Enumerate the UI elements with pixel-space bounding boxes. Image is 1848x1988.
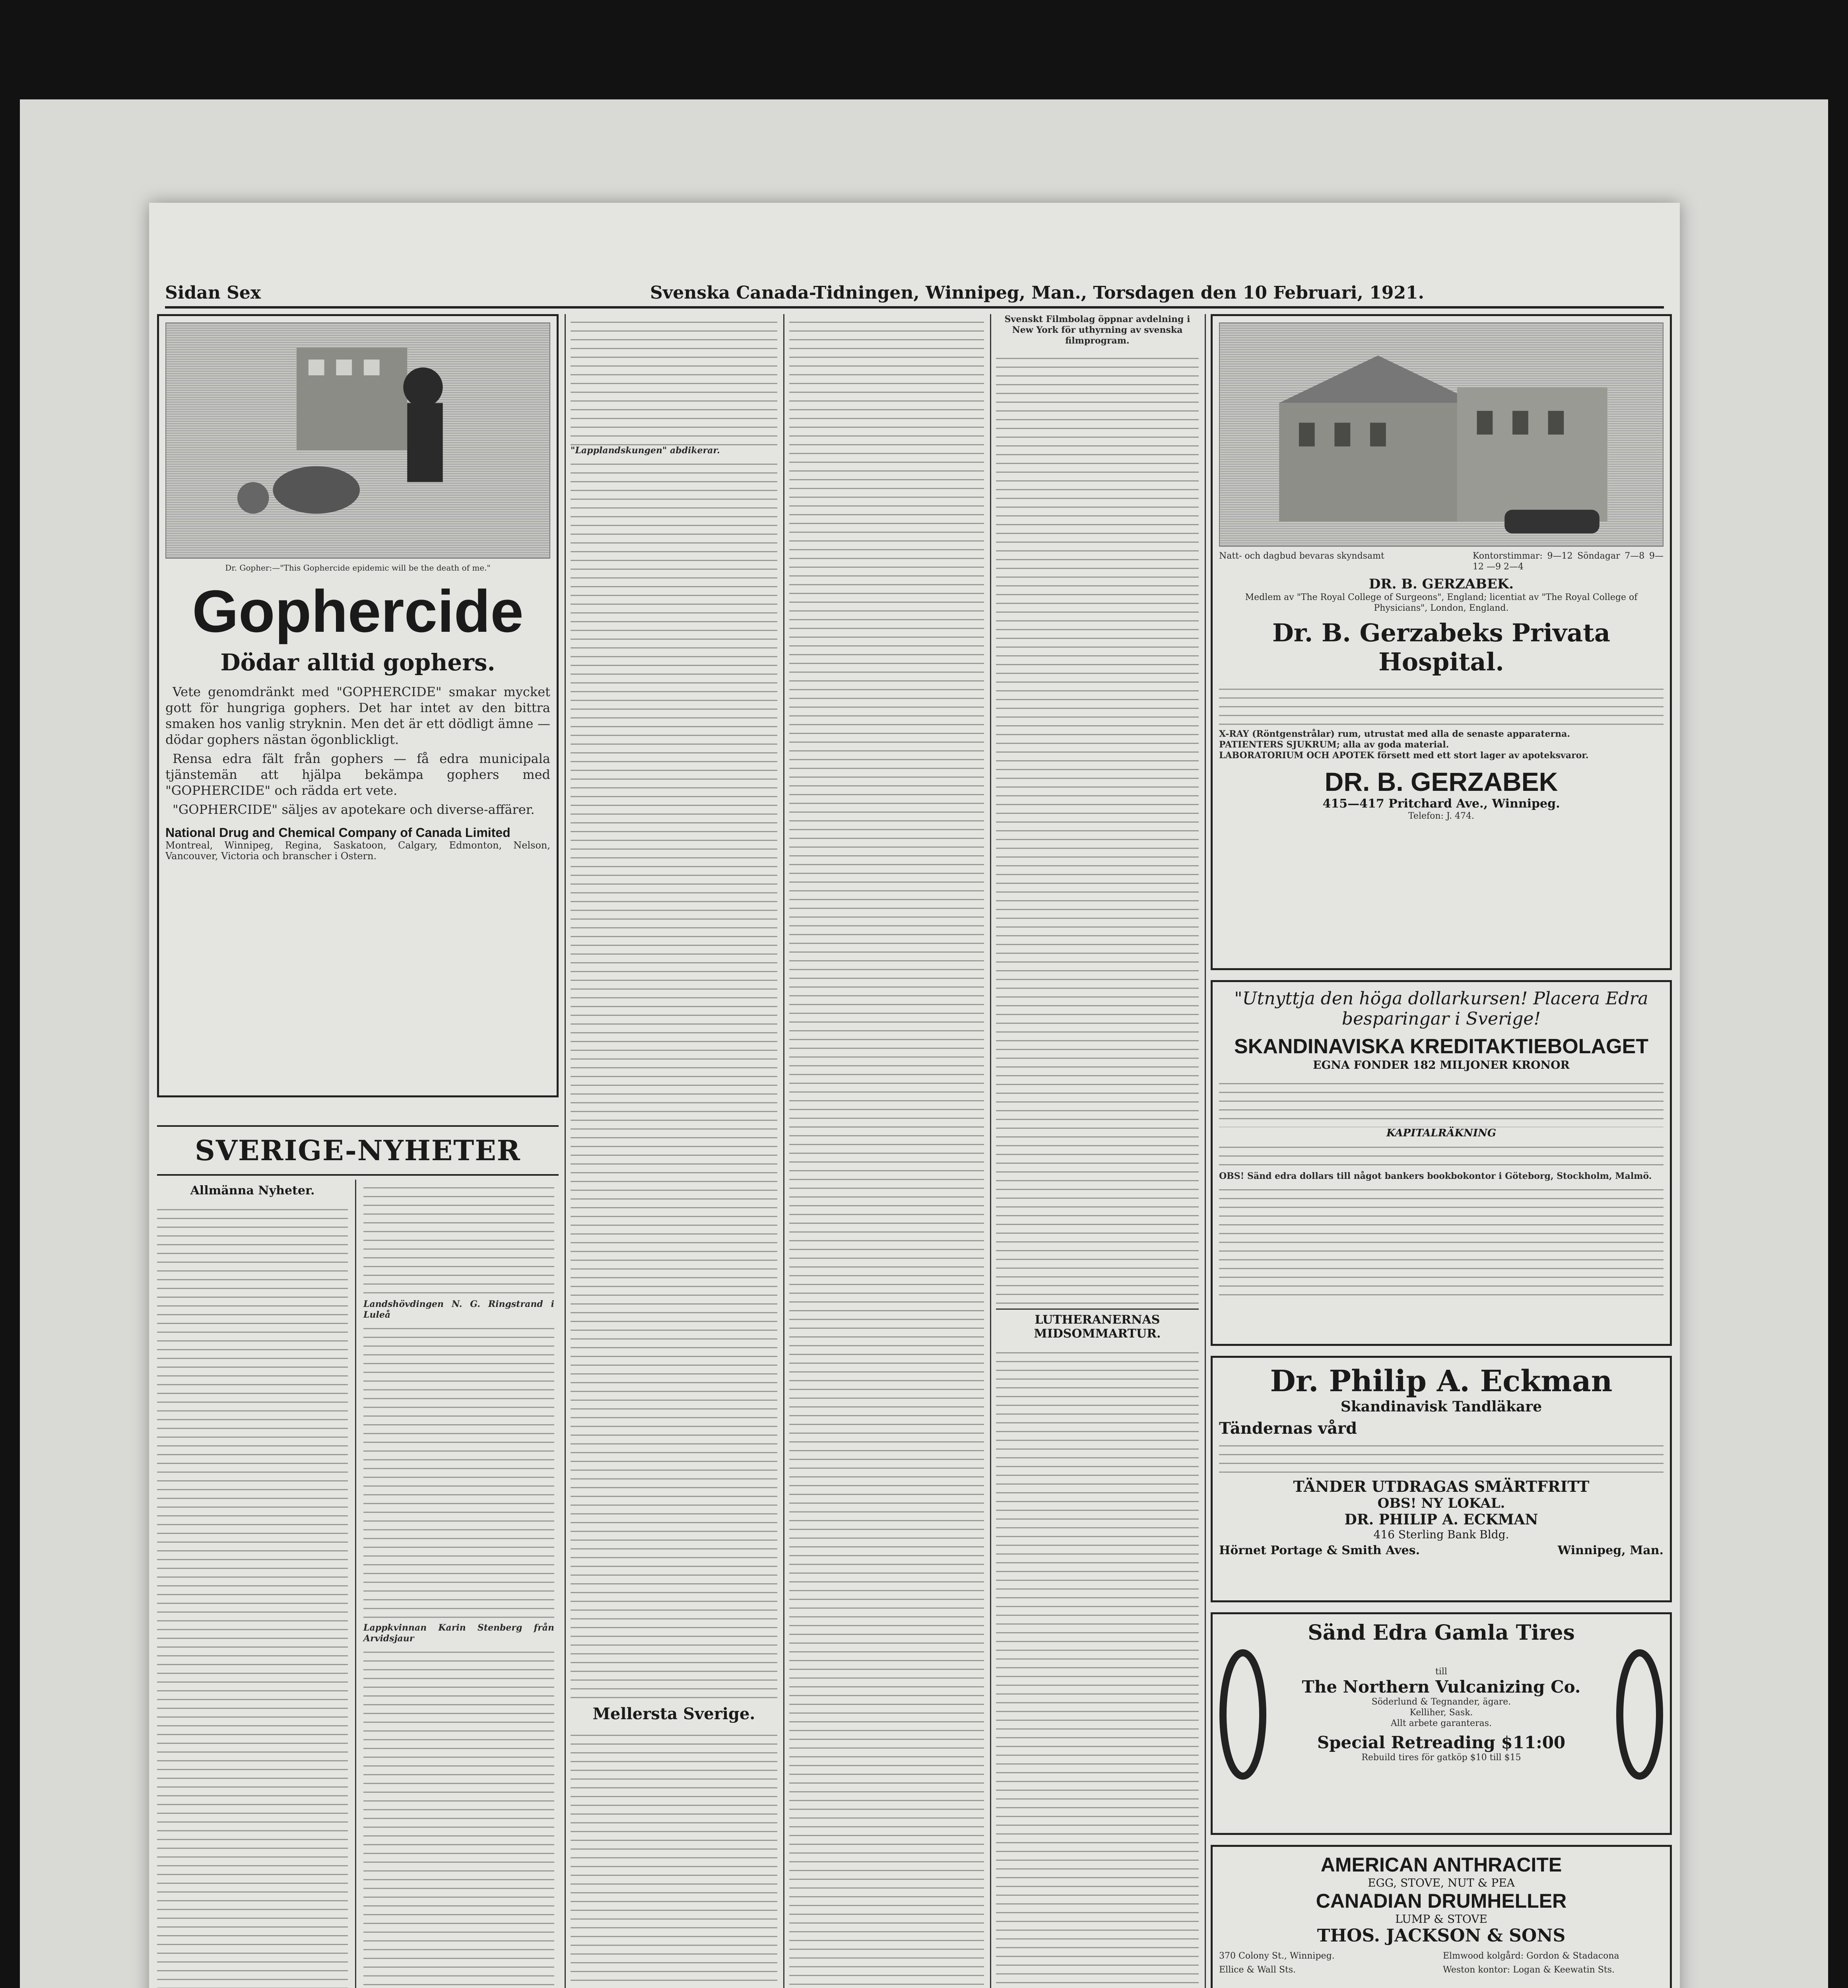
column-5 <box>996 314 1199 1988</box>
news-subhead-1: Allmänna Nyheter. <box>190 1184 315 1198</box>
tires-guarantee: Allt arbete garanteras. <box>1390 1718 1492 1728</box>
masthead <box>165 282 1664 309</box>
coal-line-4: LUMP & STOVE <box>1395 1912 1487 1926</box>
bank-note: OBS! Sänd edra dollars till något bankers bookbokontor i Göteborg, Stockholm, Malmö. <box>1219 1171 1652 1181</box>
hospital-ad <box>1211 314 1672 970</box>
office-hours: Kontorstimmar: 9—12 Söndagar 7—8 9—12 —9 2—4 <box>1473 551 1664 572</box>
hospital-phone: Telefon: J. 474. <box>1408 811 1475 821</box>
page-number: Sidan Sex <box>165 283 261 303</box>
doctor-name: DR. B. GERZABEK. <box>1369 576 1514 592</box>
bank-name: SKANDINAVISKA KREDITAKTIEBOLAGET <box>1234 1035 1648 1058</box>
coal-yard-4: Weston kontor: Logan & Keewatin Sts. <box>1443 1965 1615 1975</box>
tires-company: The Northern Vulcanizing Co. <box>1302 1677 1581 1697</box>
coal-line-1: AMERICAN ANTHRACITE <box>1320 1854 1562 1876</box>
column-rule <box>990 314 991 1988</box>
dentist-name: Dr. Philip A. Eckman <box>1270 1364 1613 1398</box>
dentist-line: Tändernas vård <box>1219 1419 1357 1438</box>
article-text-3 <box>571 1727 777 1988</box>
tires-to: till <box>1435 1666 1447 1677</box>
column-rule <box>783 314 784 1988</box>
ad-body-2: Rensa edra fält från gophers — få edra municipala tjänstemän att hjälpa bekämpa gophers med "GOPHERCIDE" och rädda ert vete. <box>165 751 550 798</box>
doctor-credentials: Medlem av "The Royal College of Surgeons", England; licentiat av "The Royal College of Physicians", London, England. <box>1245 592 1638 613</box>
company-name: National Drug and Chemical Company of Canada Limited <box>165 825 511 840</box>
coal-yard-2: Elmwood kolgård: Gordon & Stadacona <box>1443 1951 1619 1961</box>
dentist-text <box>1219 1438 1664 1477</box>
coal-ad <box>1211 1845 1672 1988</box>
tires-rebuild: Rebuild tires för gatköp $10 till $15 <box>1361 1752 1521 1763</box>
bank-branches <box>1219 1182 1664 1301</box>
dentist-sub: Skandinavisk Tandläkare <box>1340 1398 1542 1415</box>
dentist-address: 416 Sterling Bank Bldg. <box>1373 1528 1509 1541</box>
coal-company: THOS. JACKSON & SONS <box>1317 1926 1566 1946</box>
news-banner <box>157 1125 559 1176</box>
coal-yard-3: Ellice & Wall Sts. <box>1219 1965 1296 1975</box>
news-subhead-3: Mellersta Sverige. <box>592 1705 755 1723</box>
film-article-head: Svenskt Filmbolag öppnar avdelning i New York för uthyrning av svenska filmprogram. <box>1004 314 1190 346</box>
news-text-left <box>157 1202 348 1988</box>
service-note: Natt- och dagbud bevaras skyndsamt <box>1219 551 1384 561</box>
ad-body-3: "GOPHERCIDE" säljes av apotekare och diverse-affärer. <box>173 802 535 817</box>
dentist-corner: Hörnet Portage & Smith Aves. <box>1219 1543 1420 1557</box>
column-1 <box>157 314 559 1988</box>
tire-icon <box>1616 1649 1664 1780</box>
tires-special: Special Retreading $11:00 <box>1317 1732 1566 1752</box>
article-text-4 <box>789 314 984 1988</box>
hospital-title: Dr. B. Gerzabeks Privata Hospital. <box>1272 618 1611 676</box>
building-icon <box>1220 323 1663 546</box>
dentist-signature: DR. PHILIP A. ECKMAN <box>1344 1511 1538 1528</box>
column-rule <box>1205 314 1206 1988</box>
news-text-right-1 <box>363 1180 554 1299</box>
brand-name: Gophercide <box>192 578 524 645</box>
dentist-ad <box>1211 1356 1672 1602</box>
film-article-text <box>996 350 1199 1305</box>
article-text-2 <box>571 456 777 1701</box>
article-italic-head: "Lapplandskungen" abdikerar. <box>571 445 720 456</box>
bank-ad <box>1211 980 1672 1346</box>
news-italic-head: Landshövdingen N. G. Ringstrand i Luleå <box>363 1299 554 1320</box>
news-text-right-3 <box>363 1644 554 1988</box>
company-cities: Montreal, Winnipeg, Regina, Saskatoon, Calgary, Edmonton, Nelson, Vancouver, Victoria och branscher i Ostern. <box>165 840 550 862</box>
luth-article-head: LUTHERANERNAS MIDSOMMARTUR. <box>996 1309 1199 1341</box>
bank-intro: "Utnyttja den höga dollarkursen! Placera Edra besparingar i Sverige! <box>1234 988 1648 1029</box>
column-ads <box>1211 314 1672 1988</box>
gophercide-ad <box>157 314 559 1097</box>
dentist-city: Winnipeg, Man. <box>1557 1543 1664 1557</box>
coal-line-3: CANADIAN DRUMHELLER <box>1316 1890 1567 1912</box>
dentist-special: TÄNDER UTDRAGAS SMÄRTFRITT <box>1293 1477 1590 1495</box>
hospital-address: 415—417 Pritchard Ave., Winnipeg. <box>1322 797 1560 811</box>
bank-text-2 <box>1219 1139 1664 1171</box>
xray-line: X-RAY (Röntgenstrålar) rum, utrustat med alla de senaste apparaterna. <box>1219 729 1570 739</box>
masthead-title: Svenska Canada-Tidningen, Winnipeg, Man., Torsdagen den 10 Februari, 1921. <box>650 283 1424 303</box>
tires-owners: Söderlund & Tegnander, ägare. <box>1371 1697 1511 1707</box>
column-4 <box>789 314 984 1988</box>
tires-town: Kelliher, Sask. <box>1409 1707 1473 1718</box>
section-title: SVERIGE-NYHETER <box>195 1134 521 1167</box>
ad-body-1: Vete genomdränkt med "GOPHERCIDE" smakar mycket gott för hungriga gophers. Det har intet av den bittra smaken hos vanlig stryknin. Men det är ett dödligt ämne — dödar gophers nästan ögonblickligt. <box>165 684 550 747</box>
doctor-signature: DR. B. GERZABEK <box>1324 767 1558 796</box>
gopher-illustration <box>165 322 550 559</box>
coal-line-2: EGG, STOVE, NUT & PEA <box>1368 1876 1515 1889</box>
column-rule <box>565 314 566 1988</box>
tire-icon <box>1219 1649 1267 1780</box>
lab-line: LABORATORIUM OCH APOTEK försett med ett stort lager av apoteksvaror. <box>1219 750 1589 761</box>
article-text <box>571 314 777 445</box>
column-3 <box>571 314 777 1988</box>
bank-text <box>1219 1076 1664 1127</box>
news-italic-head-2: Lappkvinnan Karin Stenberg från Arvidsjaur <box>363 1623 554 1644</box>
bank-sub: KAPITALRÄKNING <box>1386 1127 1497 1139</box>
patients-line: PATIENTERS SJUKRUM; alla av goda material. <box>1219 740 1449 750</box>
coal-yard-1: 370 Colony St., Winnipeg. <box>1219 1951 1335 1961</box>
ad-caption: Dr. Gopher:—"This Gophercide epidemic will be the death of me." <box>225 563 491 573</box>
tires-ad <box>1211 1612 1672 1835</box>
luth-article-text <box>996 1345 1199 1988</box>
dentist-obs: OBS! NY LOKAL. <box>1377 1495 1505 1511</box>
illustration-icon <box>166 323 549 558</box>
newspaper-page <box>149 203 1680 1988</box>
hospital-text <box>1219 681 1664 729</box>
bank-funds: EGNA FONDER 182 MILJONER KRONOR <box>1313 1058 1570 1072</box>
news-text-right-2 <box>363 1320 554 1623</box>
ad-tagline: Dödar alltid gophers. <box>220 649 495 676</box>
hospital-building-image <box>1219 322 1664 547</box>
tires-head: Sänd Edra Gamla Tires <box>1308 1621 1575 1645</box>
